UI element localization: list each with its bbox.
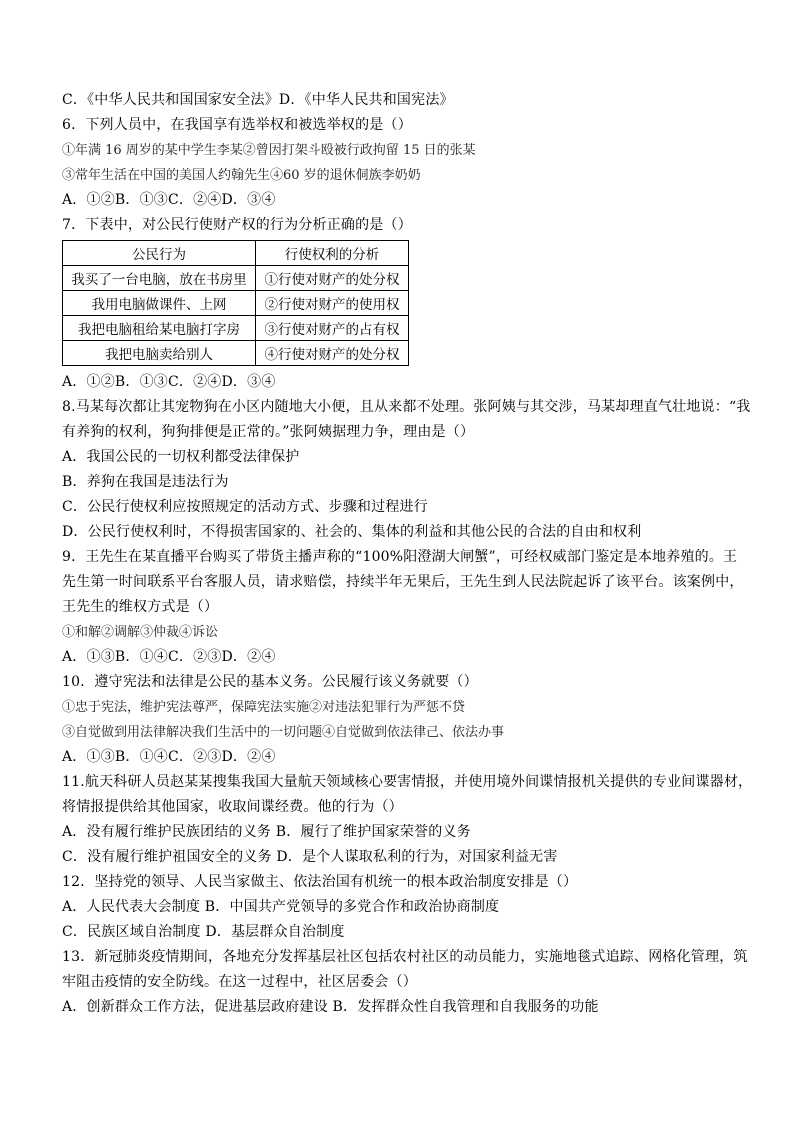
q8-stem-1: 8.马某每次都让其宠物狗在小区内随地大小便，且从来都不处理。张阿姨与其交涉，马某却理直气壮地说：“我 <box>62 399 751 415</box>
q7-options: A．①②B．①③C．②④D．③④ <box>62 374 276 390</box>
table-cell: 我把电脑租给某电脑打字房 <box>63 316 256 341</box>
table-row <box>63 291 409 316</box>
q5-options-line: C．《中华人民共和国国家安全法》D．《中华人民共和国宪法》 <box>62 92 454 108</box>
q10-items-1: ①忠于宪法，维护宪法尊严，保障宪法实施②对违法犯罪行为严惩不贷 <box>62 700 466 715</box>
q13-stem-2: 牢阻击疫情的安全防线。在这一过程中，社区居委会（） <box>62 974 417 990</box>
table-cell: ①行使对财产的处分权 <box>256 266 409 291</box>
q11-stem-1: 11.航天科研人员赵某某搜集我国大量航天领域核心要害情报，并使用境外间谍情报机关提供的专业间谍器材， <box>62 774 753 790</box>
q8-option-c: C．公民行使权利应按照规定的活动方式、步骤和过程进行 <box>62 499 428 515</box>
table-cell: 我买了一台电脑，放在书房里 <box>63 266 256 291</box>
q9-stem-3: 王先生的维权方式是（） <box>62 599 219 615</box>
q8-option-d: D．公民行使权利时，不得损害国家的、社会的、集体的利益和其他公民的合法的自由和权利 <box>62 524 642 540</box>
q11-stem-2: 将情报提供给其他国家，收取间谍经费。他的行为（） <box>62 799 403 815</box>
table-row <box>63 266 409 291</box>
q10-options: A．①③B．①④C．②③D．②④ <box>62 749 276 765</box>
q12-stem: 12．坚持党的领导、人民当家做主、依法治国有机统一的根本政治制度安排是（） <box>62 874 578 890</box>
q8-option-a: A．我国公民的一切权利都受法律保护 <box>62 449 300 465</box>
q10-items-2: ③自觉做到用法律解决我们生活中的一切问题④自觉做到依法律己、依法办事 <box>62 725 505 740</box>
q9-items: ①和解②调解③仲裁④诉讼 <box>62 625 219 640</box>
q9-stem-1: 9．王先生在某直播平台购买了带货主播声称的“100%阳澄湖大闸蟹”，可经权威部门鉴定是本地养殖的。王 <box>62 549 738 565</box>
q6-items-2: ③常年生活在中国的美国人约翰先生④60 岁的退休侗族李奶奶 <box>62 168 421 183</box>
table-cell: 我用电脑做课件、上网 <box>63 291 256 316</box>
q10-stem: 10．遵守宪法和法律是公民的基本义务。公民履行该义务就要（） <box>62 674 478 690</box>
q7-header-analysis: 行使权利的分析 <box>256 241 409 266</box>
q7-table <box>62 240 409 366</box>
table-cell: 我把电脑卖给别人 <box>63 341 256 366</box>
table-cell: ③行使对财产的占有权 <box>256 316 409 341</box>
q9-options: A．①③B．①④C．②③D．②④ <box>62 649 276 665</box>
table-row <box>63 316 409 341</box>
q13-options-ab: A．创新群众工作方法，促进基层政府建设 B．发挥群众性自我管理和自我服务的功能 <box>62 999 599 1015</box>
q12-options-ab: A．人民代表大会制度 B．中国共产党领导的多党合作和政治协商制度 <box>62 899 500 915</box>
q6-stem: 6．下列人员中，在我国享有选举权和被选举权的是（） <box>62 117 412 133</box>
q11-options-ab: A．没有履行维护民族团结的义务 B．履行了维护国家荣誉的义务 <box>62 824 471 840</box>
q12-options-cd: C．民族区域自治制度 D．基层群众自治制度 <box>62 924 345 940</box>
table-cell: ②行使对财产的使用权 <box>256 291 409 316</box>
q8-stem-2: 有养狗的权利，狗狗排便是正常的。”张阿姨据理力争，理由是（） <box>62 424 475 440</box>
q6-items-1: ①年满 16 周岁的某中学生李某②曾因打架斗殴被行政拘留 15 日的张某 <box>62 143 476 158</box>
q7-stem: 7．下表中，对公民行使财产权的行为分析正确的是（） <box>62 217 412 233</box>
q11-options-cd: C．没有履行维护祖国安全的义务 D．是个人谋取私利的行为，对国家利益无害 <box>62 849 558 865</box>
table-row <box>63 341 409 366</box>
q8-option-b: B．养狗在我国是违法行为 <box>62 474 229 490</box>
q9-stem-2: 先生第一时间联系平台客服人员，请求赔偿，持续半年无果后，王先生到人民法院起诉了该平台。该案例中， <box>62 574 744 590</box>
q6-options: A．①②B．①③C．②④D．③④ <box>62 192 276 208</box>
q7-header-behavior: 公民行为 <box>63 241 256 266</box>
q7-table-header-row <box>63 241 409 266</box>
q13-stem-1: 13．新冠肺炎疫情期间，各地充分发挥基层社区包括农村社区的动员能力，实施地毯式追踪、网格化管理，筑 <box>62 949 748 965</box>
table-cell: ④行使对财产的处分权 <box>256 341 409 366</box>
